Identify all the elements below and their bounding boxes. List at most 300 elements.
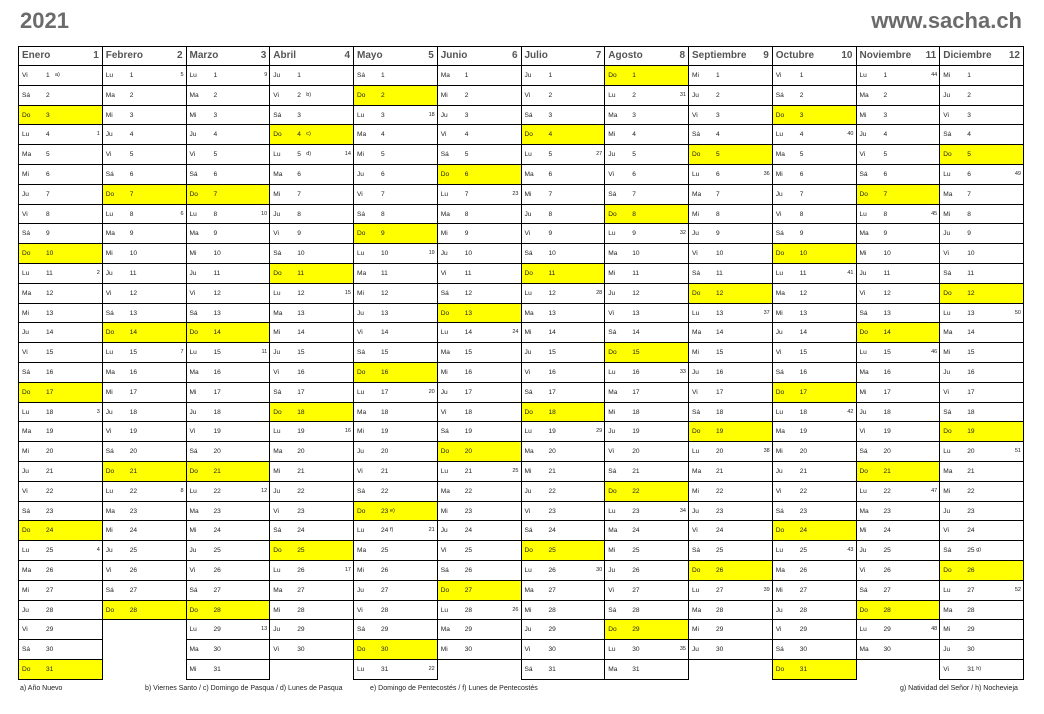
day-cell (19, 105, 103, 125)
day-cell (689, 521, 773, 541)
weekday-label: Sá (943, 131, 952, 139)
weekday-label: Mi (440, 230, 448, 238)
day-number: 20 (967, 448, 975, 456)
week-number: 32 (679, 230, 686, 237)
weekday-label: Do (357, 230, 366, 238)
weekday-label: Ju (105, 269, 113, 277)
day-cell (856, 481, 940, 501)
weekday-label: Ju (775, 190, 783, 198)
day-number: 19 (883, 428, 891, 436)
day-cell (940, 620, 1024, 640)
weekday-label: Do (189, 329, 198, 337)
holiday-note: h) (976, 665, 982, 672)
day-number: 12 (548, 289, 556, 297)
day-cell (354, 382, 438, 402)
day-cell (940, 659, 1024, 679)
day-number: 15 (213, 349, 221, 357)
weekday-label: Do (357, 646, 366, 654)
day-number: 7 (129, 190, 134, 198)
day-number: 29 (548, 626, 556, 634)
day-cell (270, 620, 354, 640)
day-number: 17 (967, 388, 975, 396)
weekday-label: Do (775, 250, 785, 258)
weekday-label: Ma (943, 606, 953, 614)
day-row (19, 422, 1024, 442)
day-cell (19, 244, 103, 264)
day-row (19, 263, 1024, 283)
day-number: 21 (46, 467, 54, 475)
week-number: 23 (512, 190, 519, 197)
day-number: 6 (46, 170, 50, 178)
day-cell (940, 303, 1024, 323)
weekday-label: Mi (859, 388, 867, 396)
month-name: Mayo (357, 50, 383, 61)
day-number: 1 (381, 72, 385, 79)
day-cell (186, 560, 270, 580)
weekday-label: Ju (692, 230, 699, 238)
day-cell (605, 244, 689, 264)
day-number: 25 (129, 547, 138, 555)
day-cell (689, 343, 773, 363)
month-number: 8 (679, 50, 685, 61)
weekday-label: Lu (524, 428, 532, 436)
day-number: 23 (129, 507, 138, 515)
day-number: 30 (297, 646, 305, 654)
day-cell (856, 125, 940, 145)
weekday-label: Ma (273, 586, 283, 594)
day-number: 18 (213, 408, 221, 416)
day-number: 26 (381, 566, 389, 574)
weekday-label: Vi (775, 210, 782, 218)
weekday-label: Sá (943, 547, 952, 555)
week-number: 6 (180, 210, 184, 217)
day-cell (605, 323, 689, 343)
day-cell (940, 343, 1024, 363)
weekday-label: Lu (22, 131, 30, 139)
weekday-label: Ma (357, 547, 367, 555)
day-cell (689, 481, 773, 501)
day-number: 6 (548, 170, 553, 178)
day-cell (772, 125, 856, 145)
weekday-label: Lu (105, 487, 114, 495)
day-number: 1 (799, 72, 804, 79)
weekday-label: Mi (22, 448, 29, 456)
week-number: 27 (596, 151, 603, 158)
day-cell (521, 66, 605, 86)
day-number: 18 (464, 408, 473, 416)
day-cell (102, 66, 186, 86)
weekday-label: Ma (608, 111, 618, 119)
day-number: 20 (632, 448, 640, 456)
week-number: 46 (931, 349, 938, 356)
weekday-label: Lu (859, 487, 867, 495)
day-number: 26 (967, 566, 975, 574)
day-number: 20 (799, 448, 808, 456)
weekday-label: Do (859, 329, 868, 337)
day-cell (772, 521, 856, 541)
day-number: 25 (381, 547, 389, 555)
day-cell (856, 501, 940, 521)
weekday-label: Ju (357, 309, 364, 317)
day-number: 17 (464, 388, 473, 396)
day-cell (19, 580, 103, 600)
day-cell (102, 164, 186, 184)
day-cell (940, 382, 1024, 402)
day-number: 19 (967, 428, 975, 436)
day-number: 16 (464, 368, 473, 376)
day-number: 24 (213, 527, 221, 535)
day-cell (19, 422, 103, 442)
weekday-label: Mi (775, 170, 783, 178)
day-number: 31 (46, 665, 54, 673)
weekday-label: Sá (775, 507, 784, 515)
weekday-label: Vi (357, 329, 363, 337)
weekday-label: Vi (440, 131, 447, 139)
day-number: 26 (129, 566, 138, 574)
day-cell (605, 343, 689, 363)
day-number: 9 (716, 230, 720, 238)
day-number: 6 (464, 170, 469, 178)
day-cell (270, 640, 354, 660)
weekday-label: Do (608, 72, 617, 79)
day-cell (772, 244, 856, 264)
day-number: 10 (716, 250, 724, 258)
week-number: 47 (931, 487, 938, 494)
weekday-label: Lu (440, 606, 449, 614)
day-cell (689, 224, 773, 244)
day-cell (856, 442, 940, 462)
day-cell (19, 184, 103, 204)
day-number: 7 (548, 190, 553, 198)
day-cell (270, 283, 354, 303)
day-cell (772, 402, 856, 422)
weekday-label: Ju (692, 91, 699, 99)
weekday-label: Ju (273, 626, 281, 634)
day-number: 22 (129, 487, 138, 495)
day-number: 28 (799, 606, 808, 614)
day-number: 1 (883, 72, 888, 79)
weekday-label: Mi (943, 349, 951, 357)
day-cell (354, 244, 438, 264)
day-cell (186, 323, 270, 343)
day-number: 13 (967, 309, 975, 317)
weekday-label: Ma (943, 329, 953, 337)
day-cell (270, 224, 354, 244)
day-number: 24 (381, 527, 389, 535)
day-cell (856, 184, 940, 204)
month-name: Enero (22, 50, 51, 61)
empty-cell (437, 659, 521, 679)
weekday-label: Lu (608, 368, 616, 376)
day-number: 8 (967, 210, 971, 218)
day-number: 3 (632, 111, 636, 119)
day-number: 23 (381, 507, 389, 515)
weekday-label: Lu (692, 448, 700, 456)
weekday-label: Sá (524, 111, 533, 119)
day-number: 6 (967, 170, 971, 178)
week-number: 37 (763, 309, 770, 316)
weekday-label: Mi (273, 467, 281, 475)
day-number: 11 (381, 269, 388, 277)
day-number: 22 (464, 487, 473, 495)
day-number: 7 (716, 190, 720, 198)
day-number: 27 (632, 586, 640, 594)
day-number: 28 (464, 606, 473, 614)
day-cell (521, 105, 605, 125)
day-number: 16 (967, 368, 975, 376)
day-cell (605, 184, 689, 204)
weekday-label: Ju (22, 190, 29, 198)
weekday-label: Lu (105, 72, 114, 79)
weekday-label: Sá (440, 566, 449, 574)
day-cell (521, 422, 605, 442)
day-number: 8 (883, 210, 888, 218)
day-cell (940, 442, 1024, 462)
weekday-label: Sá (189, 170, 198, 178)
weekday-label: Do (22, 388, 31, 396)
day-row (19, 323, 1024, 343)
weekday-label: Ma (775, 566, 785, 574)
day-number: 27 (716, 586, 724, 594)
day-number: 24 (967, 527, 975, 535)
weekday-label: Lu (943, 586, 951, 594)
day-number: 15 (883, 349, 891, 357)
day-cell (689, 600, 773, 620)
day-number: 14 (548, 329, 556, 337)
weekday-label: Mi (189, 250, 197, 258)
day-number: 1 (129, 72, 134, 79)
day-number: 13 (548, 309, 556, 317)
weekday-label: Ma (273, 170, 283, 178)
day-number: 11 (799, 269, 807, 277)
day-number: 9 (632, 230, 636, 238)
day-number: 17 (716, 388, 724, 396)
day-number: 7 (967, 190, 971, 198)
day-number: 4 (548, 131, 553, 139)
day-number: 30 (213, 646, 221, 654)
weekday-label: Lu (273, 289, 281, 297)
weekday-label: Mi (943, 626, 951, 634)
day-row (19, 244, 1024, 264)
weekday-label: Mi (524, 467, 532, 475)
day-number: 12 (381, 289, 389, 297)
weekday-label: Mi (692, 349, 699, 357)
weekday-label: Ju (859, 131, 867, 139)
weekday-label: Mi (440, 646, 448, 654)
day-cell (102, 521, 186, 541)
weekday-label: Vi (692, 250, 698, 258)
day-cell (437, 224, 521, 244)
day-cell (940, 600, 1024, 620)
weekday-label: Do (440, 309, 450, 317)
weekday-label: Ma (943, 190, 953, 198)
weekday-label: Ju (22, 606, 29, 614)
weekday-label: Ju (440, 527, 448, 535)
day-cell (354, 323, 438, 343)
day-cell (689, 263, 773, 283)
day-cell (772, 105, 856, 125)
month-name: Noviembre (859, 50, 912, 61)
day-cell (19, 640, 103, 660)
day-number: 5 (799, 151, 804, 159)
day-cell (689, 580, 773, 600)
month-name: Septiembre (692, 50, 747, 61)
day-number: 11 (297, 269, 305, 277)
day-cell (19, 382, 103, 402)
week-number: 9 (264, 72, 268, 78)
day-number: 18 (297, 408, 305, 416)
day-cell (186, 382, 270, 402)
weekday-label: Sá (692, 131, 701, 139)
day-number: 17 (213, 388, 221, 396)
weekday-label: Ma (105, 230, 115, 238)
day-number: 12 (464, 289, 473, 297)
day-cell (437, 323, 521, 343)
day-cell (605, 283, 689, 303)
day-cell (354, 461, 438, 481)
day-number: 26 (632, 566, 640, 574)
day-row (19, 145, 1024, 165)
week-number: 51 (1014, 448, 1021, 455)
weekday-label: Vi (943, 250, 949, 258)
day-cell (186, 402, 270, 422)
day-cell (856, 620, 940, 640)
weekday-label: Sá (22, 646, 31, 654)
day-cell (19, 263, 103, 283)
weekday-label: Ma (22, 289, 32, 297)
day-cell (605, 382, 689, 402)
day-number: 9 (548, 230, 553, 238)
day-cell (354, 541, 438, 561)
month-name: Junio (440, 50, 468, 61)
weekday-label: Do (692, 289, 701, 297)
day-cell (689, 442, 773, 462)
week-number: 8 (180, 487, 184, 494)
day-number: 5 (464, 151, 469, 159)
day-cell (270, 66, 354, 86)
day-cell (186, 659, 270, 679)
day-number: 2 (548, 91, 553, 99)
day-cell (856, 105, 940, 125)
day-cell (940, 560, 1024, 580)
weekday-label: Ma (859, 368, 869, 376)
weekday-label: Mi (943, 487, 951, 495)
day-number: 18 (967, 408, 975, 416)
day-number: 23 (716, 507, 724, 515)
weekday-label: Sá (524, 250, 533, 258)
weekday-label: Do (524, 547, 533, 555)
week-number: 40 (847, 131, 854, 138)
weekday-label: Ma (608, 250, 618, 258)
weekday-label: Vi (692, 527, 698, 535)
weekday-label: Ma (22, 428, 32, 436)
weekday-label: Vi (775, 72, 782, 79)
day-number: 22 (46, 487, 54, 495)
day-number: 27 (46, 586, 54, 594)
day-number: 19 (799, 428, 808, 436)
day-number: 23 (967, 507, 975, 515)
day-cell (354, 164, 438, 184)
day-row (19, 541, 1024, 561)
day-row (19, 640, 1024, 660)
day-cell (856, 521, 940, 541)
day-number: 23 (883, 507, 891, 515)
weekday-label: Ju (859, 547, 867, 555)
day-number: 15 (46, 349, 54, 357)
weekday-label: Ju (105, 131, 113, 139)
day-cell (437, 244, 521, 264)
day-number: 4 (213, 131, 218, 139)
day-number: 10 (883, 250, 891, 258)
day-number: 11 (548, 269, 556, 277)
day-cell (186, 362, 270, 382)
weekday-label: Ju (189, 408, 197, 416)
day-number: 24 (716, 527, 724, 535)
month-name: Abril (273, 50, 297, 61)
day-cell (772, 204, 856, 224)
weekday-label: Ju (22, 467, 29, 475)
day-number: 8 (799, 210, 804, 218)
day-number: 16 (632, 368, 640, 376)
day-cell (772, 560, 856, 580)
day-number: 2 (883, 91, 888, 99)
weekday-label: Lu (273, 428, 281, 436)
day-cell (940, 640, 1024, 660)
day-cell (354, 263, 438, 283)
weekday-label: Lu (692, 170, 700, 178)
day-number: 13 (129, 309, 138, 317)
day-number: 22 (213, 487, 221, 495)
week-number: 22 (428, 665, 435, 672)
day-number: 13 (213, 309, 221, 317)
day-cell (19, 323, 103, 343)
day-number: 24 (548, 527, 556, 535)
day-number: 5 (632, 151, 636, 159)
day-number: 27 (297, 586, 305, 594)
day-number: 13 (799, 309, 808, 317)
weekday-label: Lu (189, 72, 197, 79)
day-number: 24 (46, 527, 54, 535)
day-cell (772, 343, 856, 363)
day-number: 3 (129, 111, 134, 119)
month-name: Marzo (189, 50, 219, 61)
weekday-label: Sá (22, 230, 31, 238)
week-number: 11 (261, 349, 268, 356)
week-number: 41 (847, 269, 854, 276)
day-number: 10 (129, 250, 138, 258)
day-number: 4 (129, 131, 134, 139)
day-number: 18 (548, 408, 556, 416)
weekday-label: Lu (524, 566, 532, 574)
day-cell (437, 422, 521, 442)
weekday-label: Ma (608, 665, 618, 673)
weekday-label: Lu (608, 230, 616, 238)
week-number: 24 (512, 329, 519, 336)
weekday-label: Do (943, 151, 952, 159)
month-header (521, 47, 605, 66)
day-number: 8 (716, 210, 720, 218)
day-cell (19, 461, 103, 481)
day-cell (437, 145, 521, 165)
footnote-christmas: g) Natividad del Señor / h) Nochevieja (900, 685, 1018, 692)
day-number: 21 (883, 467, 891, 475)
weekday-label: Mi (105, 388, 113, 396)
day-row (19, 382, 1024, 402)
month-header (605, 47, 689, 66)
day-number: 20 (548, 448, 556, 456)
day-number: 19 (548, 428, 556, 436)
empty-cell (856, 659, 940, 679)
